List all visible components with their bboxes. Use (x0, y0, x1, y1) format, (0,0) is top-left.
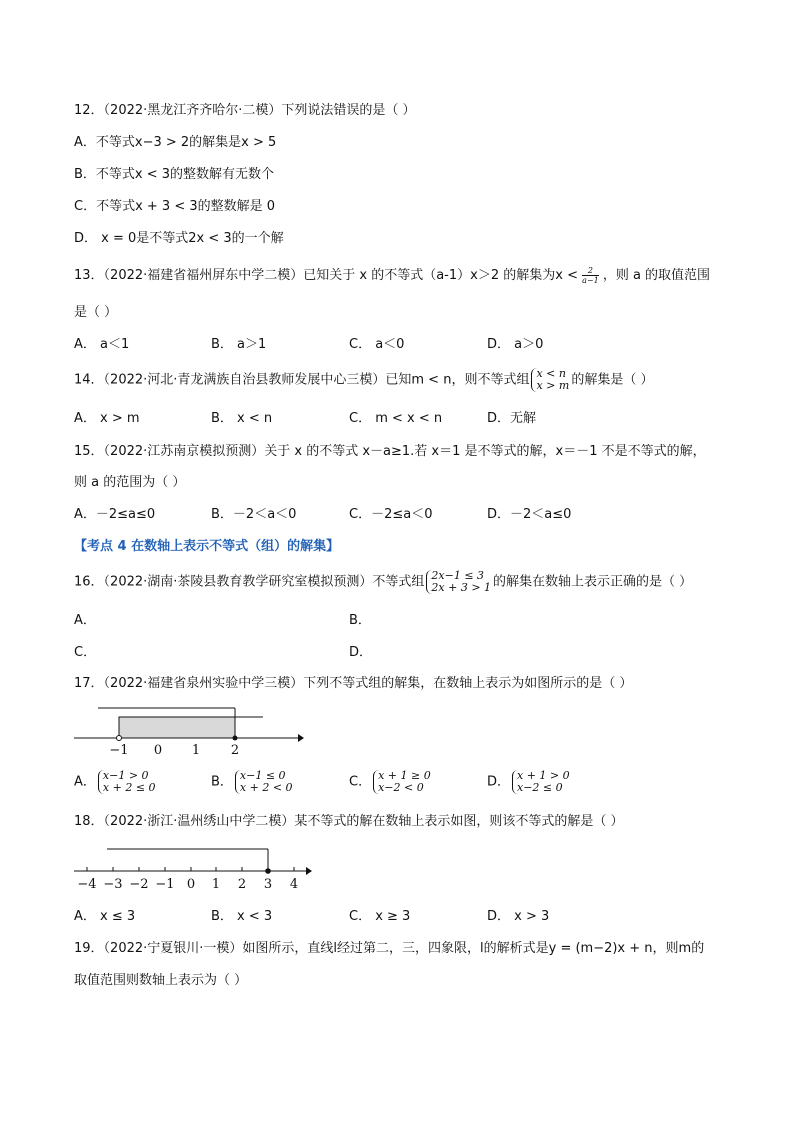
q18-tick-label: −4 (77, 877, 97, 892)
q17-option-a-system (98, 770, 156, 794)
q17-option-c (349, 770, 433, 794)
q18-option-d: D． x > 3 (487, 909, 550, 924)
q17-option-d (487, 770, 572, 794)
q13-option-d: D． a＞0 (487, 337, 544, 352)
q17-option-b-line-1: x−1 ≤ 0 (239, 769, 286, 782)
q17-number-line (70, 700, 310, 760)
q12-option-a: A．不等式x−3 > 2的解集是x > 5 (74, 135, 277, 150)
q18-option-c: C． x ≥ 3 (349, 909, 411, 924)
q12-option-c: C．不等式x + 3 < 3的整数解是 0 (74, 199, 276, 214)
section-heading: 【考点 4 在数轴上表示不等式（组）的解集】 (74, 539, 340, 554)
q17-shaded-region (119, 717, 235, 738)
q18-tick-label: 0 (186, 877, 196, 892)
q18-tick-label: 4 (289, 877, 299, 892)
q17-option-a (74, 770, 158, 794)
q18-axis-arrow (306, 867, 312, 875)
q16-option-b: B． (349, 613, 371, 628)
q13-option-b: B． a＞1 (211, 337, 267, 352)
q14-stem (74, 368, 653, 392)
q18-option-b: B． x < 3 (211, 909, 273, 924)
q17-option-b-line-2: x + 2 < 0 (239, 781, 293, 794)
q17-tick-label: −1 (109, 743, 129, 758)
q14-stem-part-b: 的解集是（ ） (571, 372, 654, 388)
q19-stem: 19．（2022·宁夏银川·一模）如图所示，直线l经过第二，三，四象限，l的解析式是y = (m−2)x + n，则m的 (74, 941, 705, 956)
q18-tick-label: −3 (103, 877, 123, 892)
q17-option-a-line-2: x + 2 ≤ 0 (102, 781, 156, 794)
q13-stem-part-a: 13．（2022·福建省福州屏东中学二模）已知关于 x 的不等式（a-1）x＞2 的解集为x < (74, 268, 578, 283)
q12-option-b: B．不等式x < 3的整数解有无数个 (74, 167, 275, 182)
q17-axis-arrow (298, 734, 304, 742)
q19-stem-continued: 取值范围则数轴上表示为（ ） (74, 973, 248, 988)
q17-tick-label: 2 (230, 743, 240, 758)
q13-fraction-numerator: 2 (582, 266, 599, 276)
q14-system-line-1: x < n (536, 367, 566, 380)
q13-stem (74, 266, 710, 285)
q14-stem-part-a: 14．（2022·河北·青龙满族自治县教师发展中心三模）已知m < n，则不等式组 (74, 372, 530, 388)
q17-open-dot (117, 736, 122, 741)
q17-tick-label: 1 (191, 743, 201, 758)
q15-option-c: C．－2≤a＜0 (349, 507, 433, 522)
q12-option-d: D． x = 0是不等式2x < 3的一个解 (74, 231, 284, 246)
q13-fraction-denominator: a−1 (582, 276, 599, 285)
q17-option-c-label: C． (349, 774, 372, 790)
q18-stem: 18．（2022·浙江·温州绣山中学二模）某不等式的解在数轴上表示如图，则该不等式的解是（ ） (74, 814, 624, 829)
q18-tick-label: −2 (129, 877, 149, 892)
q18-tick-label: −1 (155, 877, 175, 892)
q16-stem-part-b: 的解集在数轴上表示正确的是（ ） (493, 574, 693, 590)
q16-system-line-2: 2x + 3 > 1 (431, 581, 492, 594)
q15-stem: 15．（2022·江苏南京模拟预测）关于 x 的不等式 x－a≥1.若 x＝1 是不等式的解，x＝－1 不是不等式的解， (74, 444, 706, 459)
q17-option-b (211, 770, 295, 794)
q18-number-line (70, 840, 320, 895)
q17-option-a-label: A． (74, 774, 96, 790)
q17-option-c-system (373, 770, 431, 794)
q16-stem-part-a: 16．（2022·湖南·茶陵县教育教学研究室模拟预测）不等式组 (74, 574, 425, 590)
q16-stem (74, 570, 692, 594)
q17-option-b-label: B． (211, 774, 233, 790)
q15-option-b: B．－2＜a＜0 (211, 507, 297, 522)
q14-system-line-2: x > m (536, 379, 570, 392)
q18-tick-label: 1 (211, 877, 221, 892)
q14-option-d: D．无解 (487, 411, 537, 426)
q18-option-a: A． x ≤ 3 (74, 909, 136, 924)
q16-option-d: D． (349, 645, 373, 660)
q14-option-c: C． m < x < n (349, 411, 443, 426)
q14-option-b: B． x < n (211, 411, 273, 426)
q13-option-c: C． a＜0 (349, 337, 405, 352)
q16-system-line-1: 2x−1 ≤ 3 (431, 569, 485, 582)
q17-stem: 17．（2022·福建省泉州实验中学三模）下列不等式组的解集，在数轴上表示为如图所示的是（ ） (74, 676, 633, 691)
q16-inequality-system (426, 570, 491, 594)
q17-tick-label: 0 (153, 743, 163, 758)
q16-option-c: C． (74, 645, 97, 660)
q17-option-d-line-1: x + 1 > 0 (517, 769, 570, 782)
q18-closed-dot (265, 868, 271, 874)
q13-fraction (582, 266, 599, 285)
q15-stem-continued: 则 a 的范围为（ ） (74, 475, 186, 490)
q15-option-a: A．－2≤a≤0 (74, 507, 156, 522)
q13-stem-part-b: ，则 a 的取值范围 (602, 268, 711, 283)
q13-stem-continued: 是（ ） (74, 305, 118, 320)
q17-option-c-line-2: x−2 < 0 (378, 781, 424, 794)
q17-option-d-label: D． (487, 774, 511, 790)
q17-closed-dot (233, 736, 238, 741)
q17-option-a-line-1: x−1 > 0 (102, 769, 149, 782)
q17-option-d-system (512, 770, 570, 794)
q14-option-a: A． x > m (74, 411, 140, 426)
q18-ticks (87, 867, 294, 871)
q15-option-d: D．－2＜a≤0 (487, 507, 572, 522)
q18-tick-label: 2 (237, 877, 247, 892)
q17-option-c-line-1: x + 1 ≥ 0 (378, 769, 431, 782)
q17-option-b-system (235, 770, 293, 794)
q12-stem: 12．（2022·黑龙江齐齐哈尔·二模）下列说法错误的是（ ） (74, 103, 416, 118)
q13-option-a: A． a＜1 (74, 337, 130, 352)
q18-tick-label: 3 (263, 877, 273, 892)
q17-option-d-line-2: x−2 ≤ 0 (517, 781, 563, 794)
q14-inequality-system (531, 368, 569, 392)
q16-option-a: A． (74, 613, 96, 628)
